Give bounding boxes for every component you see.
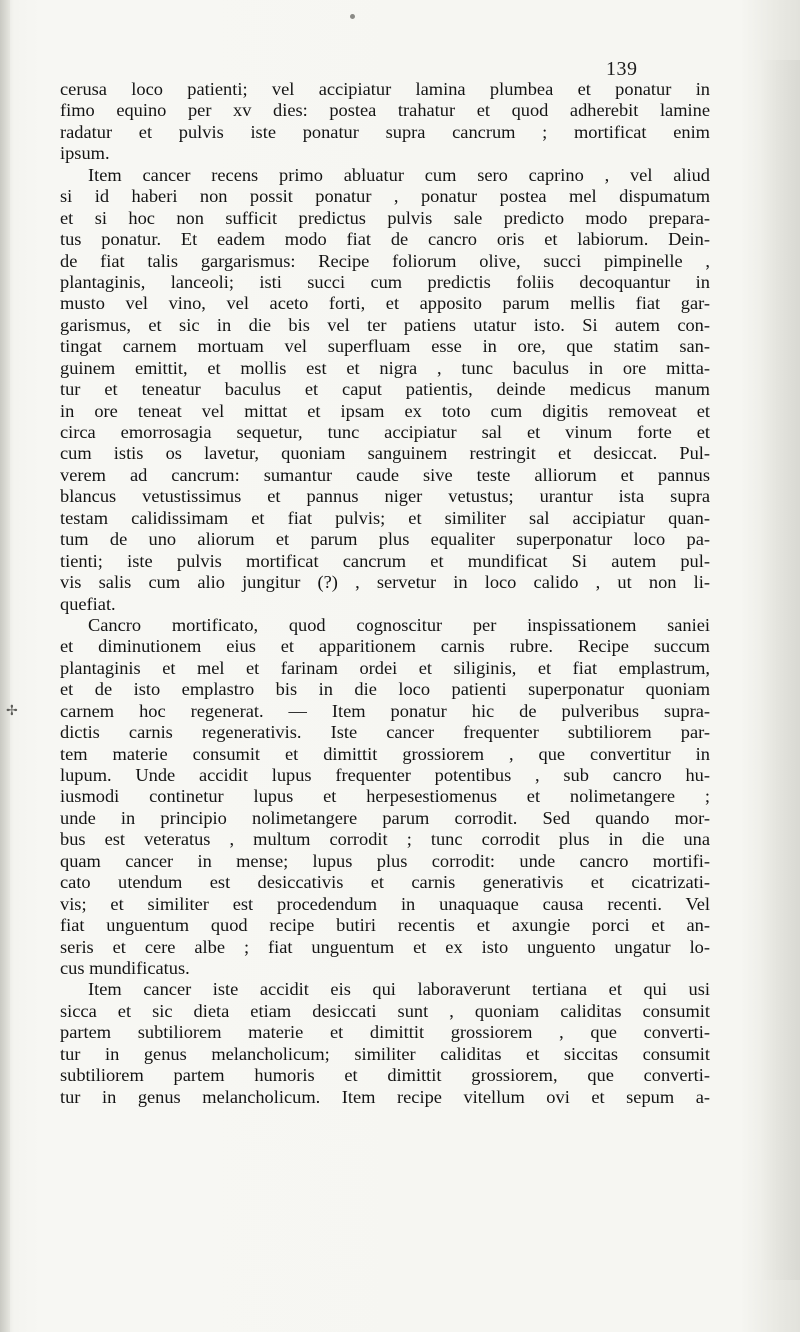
- text-line: ipsum.: [60, 143, 110, 164]
- text-line: circa emorrosagia sequetur, tunc accipiatur sal et vinum forte et: [60, 422, 710, 442]
- text-line: cerusa loco patienti; vel accipiatur lamina plumbea et ponatur in: [60, 79, 710, 99]
- text-line: plantaginis, lanceoli; isti succi cum predictis foliis decoquantur in: [60, 271, 710, 292]
- body-text: [60, 79, 710, 1108]
- text-line: quam cancer in mense; lupus plus corrodit: unde cancro mortifi-: [60, 850, 710, 871]
- text-line: tur in genus melancholicum; similiter caliditas et siccitas consumit: [60, 1043, 710, 1064]
- text-line: carnem hoc regenerat. — Item ponatur hic de pulveribus supra-: [60, 700, 710, 721]
- margin-mark-icon: ✢: [6, 704, 18, 719]
- text-line: quefiat.: [60, 593, 116, 614]
- text-line: Item cancer recens primo abluatur cum sero caprino , vel aliud: [88, 164, 710, 185]
- text-line: et si hoc non sufficit predictus pulvis sale predicto modo prepara-: [60, 207, 710, 228]
- bleed-through-shadow: [760, 60, 800, 1280]
- text-line: tur et teneatur baculus et caput patientis, deinde medicus manum: [60, 379, 710, 400]
- text-line: dictis carnis regenerativis. Iste cancer frequenter subtiliorem par-: [60, 722, 710, 743]
- text-line: guinem emittit, et mollis est et nigra , tunc baculus in ore mitta-: [60, 357, 710, 378]
- text-line: vis salis cum alio jungitur (?) , servetur in loco calido , ut non li-: [60, 572, 710, 593]
- text-line: et de isto emplastro bis in die loco patienti superponatur quoniam: [60, 679, 710, 700]
- text-line: si id haberi non possit ponatur , ponatur postea mel dispumatum: [60, 186, 710, 207]
- text-line: tienti; iste pulvis mortificat cancrum et mundificat Si autem pul-: [60, 550, 710, 571]
- text-line: in ore teneat vel mittat et ipsam ex toto cum digitis removeat et: [60, 400, 710, 421]
- text-line: blancus vetustissimus et pannus niger vetustus; urantur ista supra: [60, 486, 710, 507]
- text-line: sicca et sic dieta etiam desiccati sunt , quoniam caliditas consumit: [60, 1000, 710, 1021]
- text-line: unde in principio nolimetangere parum corrodit. Sed quando mor-: [60, 807, 710, 828]
- text-line: iusmodi continetur lupus et herpesestiomenus et nolimetangere ;: [60, 786, 710, 807]
- text-line: cato utendum est desiccativis et carnis generativis et cicatrizati-: [60, 872, 710, 893]
- text-line: et diminutionem eius et apparitionem carnis rubre. Recipe succum: [60, 636, 710, 657]
- text-line: vis; et similiter est procedendum in unaquaque causa recenti. Vel: [60, 893, 710, 914]
- text-line: testam calidissimam et fiat pulvis; et similiter sal accipiatur quan-: [60, 507, 710, 528]
- text-line: tus ponatur. Et eadem modo fiat de cancro oris et labiorum. Dein-: [60, 229, 710, 250]
- text-line: verem ad cancrum: sumantur caude sive teste alliorum et pannus: [60, 464, 710, 485]
- text-line: partem subtiliorem materie et dimittit grossiorem , que converti-: [60, 1022, 710, 1043]
- text-line: seris et cere albe ; fiat unguentum et ex isto unguento ungatur lo-: [60, 936, 710, 957]
- text-line: radatur et pulvis iste ponatur supra cancrum ; mortificat enim: [60, 121, 710, 142]
- text-line: cum istis os lavetur, quoniam sanguinem restringit et desiccat. Pul-: [60, 443, 710, 464]
- text-line: fiat unguentum quod recipe butiri recentis et axungie porci et an-: [60, 915, 710, 936]
- text-line: tingat carnem mortuam vel superfluam esse in ore, que statim san-: [60, 336, 710, 357]
- page-number: 139: [606, 58, 638, 80]
- text-line: Cancro mortificato, quod cognoscitur per inspissationem saniei: [88, 614, 710, 635]
- text-line: garismus, et sic in die bis vel ter patiens utatur isto. Si autem con-: [60, 314, 710, 335]
- text-line: Item cancer iste accidit eis qui laboraverunt tertiana et qui usi: [88, 979, 710, 1000]
- text-line: plantaginis et mel et farinam ordei et siliginis, et fiat emplastrum,: [60, 657, 710, 678]
- text-line: tem materie consumit et dimittit grossiorem , que convertitur in: [60, 743, 710, 764]
- text-line: bus est veteratus , multum corrodit ; tunc corrodit plus in die una: [60, 829, 710, 850]
- text-line: fimo equino per xv dies: postea trahatur et quod adherebit lamine: [60, 100, 710, 121]
- text-line: tum de uno aliorum et parum plus equaliter superponatur loco pa-: [60, 529, 710, 550]
- text-line: de fiat talis gargarismus: Recipe foliorum olive, succi pimpinelle ,: [60, 250, 710, 271]
- text-line: musto vel vino, vel aceto forti, et apposito parum mellis fiat gar-: [60, 293, 710, 314]
- text-line: subtiliorem partem humoris et dimittit grossiorem, que converti-: [60, 1065, 710, 1086]
- text-line: cus mundificatus.: [60, 957, 190, 978]
- binding-gutter: [0, 0, 10, 1332]
- text-line: lupum. Unde accidit lupus frequenter potentibus , sub cancro hu-: [60, 765, 710, 785]
- text-line: tur in genus melancholicum. Item recipe vitellum ovi et sepum a-: [60, 1086, 710, 1107]
- ink-speck: [350, 14, 355, 19]
